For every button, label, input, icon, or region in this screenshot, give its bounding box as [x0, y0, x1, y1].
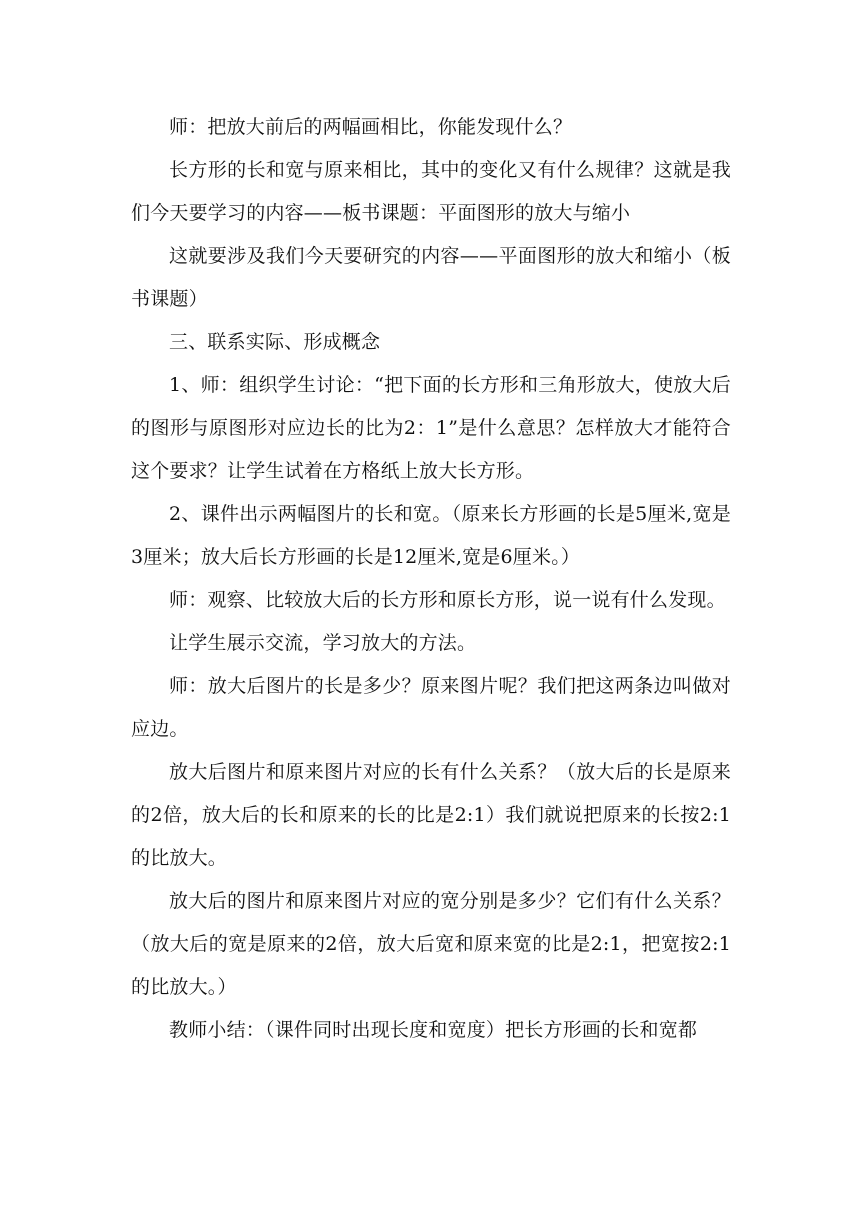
paragraph-teacher-question: 师：把放大前后的两幅画相比，你能发现什么？: [169, 116, 573, 138]
paragraph-observe: 师：观察、比较放大后的长方形和原长方形，说一说有什么发现。: [169, 589, 726, 611]
paragraph-summary: 教师小结：（课件同时出现长度和宽度）把长方形画的长和宽都: [169, 1019, 698, 1041]
paragraph-lesson-topic: 这就要涉及我们今天要研究的内容——平面图形的放大和缩小（板书课题）: [131, 245, 731, 310]
section-heading: 三、联系实际、形成概念: [169, 331, 381, 353]
paragraph-width-relation: 放大后的图片和原来图片对应的宽分别是多少？它们有什么关系？（放大后的宽是原来的2倍，放大后宽和原来宽的比是2:1，把宽按2:1的比放大。）: [131, 890, 731, 998]
paragraph-length-relation: 放大后图片和原来图片对应的长有什么关系？（放大后的长是原来的2倍，放大后的长和原来的长的比是2:1）我们就说把原来的长按2:1的比放大。: [131, 761, 731, 869]
document-body: [131, 106, 731, 1052]
paragraph-show-method: 让学生展示交流，学习放大的方法。: [169, 632, 477, 654]
paragraph-dimensions: 2、课件出示两幅图片的长和宽。（原来长方形画的长是5厘米,宽是3厘米；放大后长方形画的长是12厘米,宽是6厘米。）: [131, 503, 731, 568]
paragraph-corresponding-sides: 师：放大后图片的长是多少？原来图片呢？我们把这两条边叫做对应边。: [131, 675, 731, 740]
paragraph-discussion: 1、师：组织学生讨论：“把下面的长方形和三角形放大，使放大后的图形与原图形对应边长的比为2：1”是什么意思？怎样放大才能符合这个要求？让学生试着在方格纸上放大长方形。: [131, 374, 731, 482]
paragraph-rectangle-change: 长方形的长和宽与原来相比，其中的变化又有什么规律？这就是我们今天要学习的内容——板书课题：平面图形的放大与缩小: [131, 159, 731, 224]
